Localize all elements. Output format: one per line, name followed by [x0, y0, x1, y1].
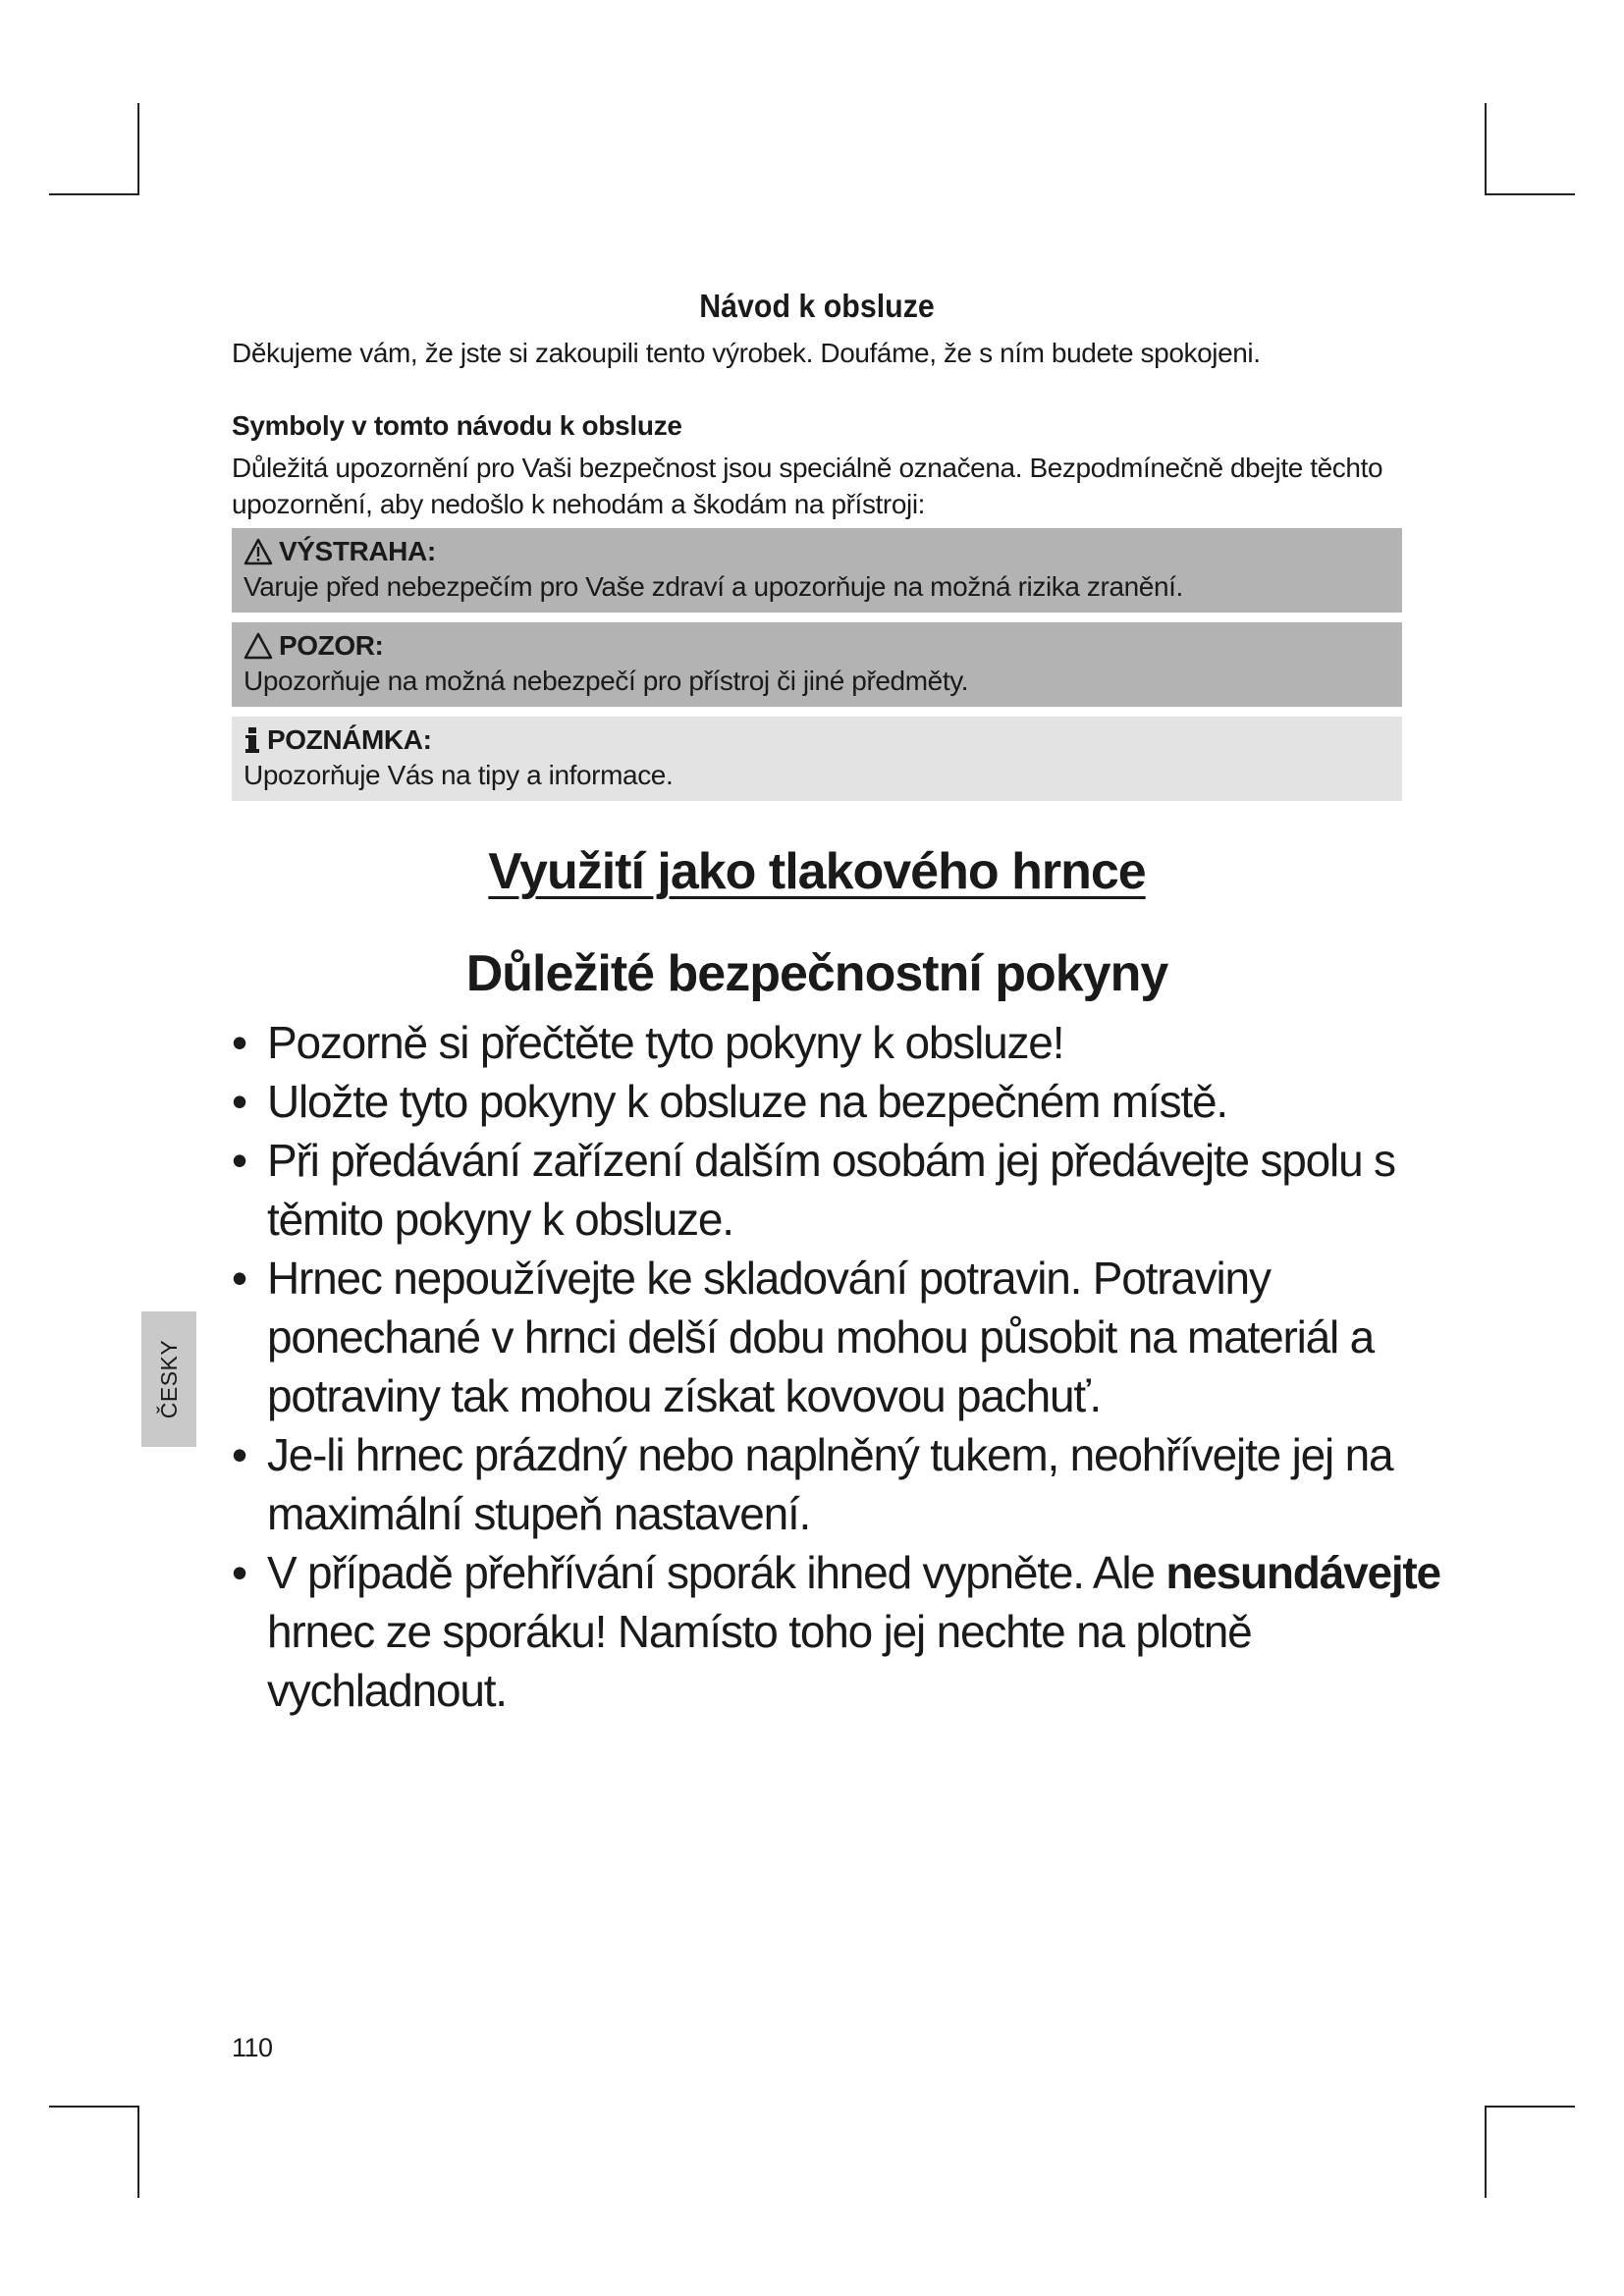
list-item-emphasis: nesundávejte — [1165, 1547, 1440, 1598]
list-item — [232, 1072, 1441, 1131]
language-side-tab-label: ČESKY — [156, 1339, 182, 1419]
list-item-text: Pozorně si přečtěte tyto pokyny k obsluze! — [267, 1017, 1064, 1068]
crop-mark-bottom-right-horizontal — [1485, 2106, 1575, 2108]
bullet: • — [232, 1017, 246, 1068]
bullet: • — [232, 1135, 246, 1186]
warning-text: Varuje před nebezpečím pro Vaše zdraví a upozorňuje na možná rizika zranění. — [244, 571, 1183, 602]
symbols-heading: Symboly v tomto návodu k obsluze — [232, 410, 682, 441]
list-item — [232, 1131, 1441, 1249]
warning-notice-head — [244, 534, 1392, 569]
safety-heading: Důležité bezpečnostní pokyny — [465, 945, 1168, 1002]
bullet: • — [232, 1076, 246, 1127]
warning-triangle-icon — [244, 538, 273, 565]
caution-label: POZOR: — [279, 630, 384, 661]
crop-mark-top-left-horizontal — [49, 193, 139, 195]
crop-mark-top-left-vertical — [137, 103, 139, 195]
crop-mark-top-right-vertical — [1485, 103, 1487, 195]
symbols-text: Důležitá upozornění pro Vaši bezpečnost jsou speciálně označena. Bezpodmínečně dbejte těchto upozornění, aby nedošlo k nehodám a škodám na přístroji: — [232, 453, 1383, 519]
info-icon — [244, 726, 261, 754]
warning-label: VÝSTRAHA: — [279, 536, 436, 566]
note-notice — [232, 717, 1402, 801]
list-item-text: Při předávání zařízení dalším osobám jej předávejte spolu s těmito pokyny k obsluze. — [267, 1135, 1395, 1245]
document-title: Návod k obsluze — [699, 288, 935, 324]
list-item — [232, 1013, 1441, 1072]
caution-notice — [232, 622, 1402, 707]
bullet: • — [232, 1429, 246, 1480]
list-item — [232, 1425, 1441, 1543]
language-side-tab — [141, 1311, 196, 1447]
list-item-text-before: V případě přehřívání sporák ihned vypněte. Ale — [267, 1547, 1166, 1598]
list-item — [232, 1249, 1441, 1425]
bullet: • — [232, 1547, 246, 1598]
main-heading: Využití jako tlakového hrnce — [488, 843, 1146, 900]
note-notice-head — [244, 722, 1392, 758]
safety-instructions-list — [232, 1013, 1440, 1720]
crop-mark-bottom-right-vertical — [1485, 2106, 1487, 2198]
bullet: • — [232, 1253, 246, 1304]
list-item-text: Je-li hrnec prázdný nebo naplněný tukem, neohřívejte jej na maximální stupeň nastavení. — [267, 1429, 1393, 1539]
list-item-text: Hrnec nepoužívejte ke skladování potravin. Potraviny ponechané v hrnci delší dobu mohou působit na materiál a potraviny tak mohou získat kovovou pachuť. — [267, 1253, 1375, 1421]
note-label: POZNÁMKA: — [267, 724, 432, 755]
page-content — [232, 275, 1440, 1720]
caution-text: Upozorňuje na možná nebezpečí pro přístroj či jiné předměty. — [244, 666, 969, 696]
caution-notice-head — [244, 628, 1392, 664]
list-item — [232, 1543, 1441, 1720]
intro-text: Děkujeme vám, že jste si zakoupili tento výrobek. Doufáme, že s ním budete spokojeni. — [232, 338, 1261, 368]
note-text: Upozorňuje Vás na tipy a informace. — [244, 760, 674, 790]
list-item-text: Uložte tyto pokyny k obsluze na bezpečném místě. — [267, 1076, 1227, 1127]
crop-mark-bottom-left-vertical — [137, 2106, 139, 2198]
crop-mark-top-right-horizontal — [1485, 193, 1575, 195]
warning-notice — [232, 528, 1402, 613]
crop-mark-bottom-left-horizontal — [49, 2106, 139, 2108]
page-number: 110 — [232, 2033, 273, 2062]
list-item-text-after: hrnec ze sporáku! Namísto toho jej nechte na plotně vychladnout. — [267, 1606, 1252, 1716]
caution-triangle-icon — [244, 632, 273, 660]
